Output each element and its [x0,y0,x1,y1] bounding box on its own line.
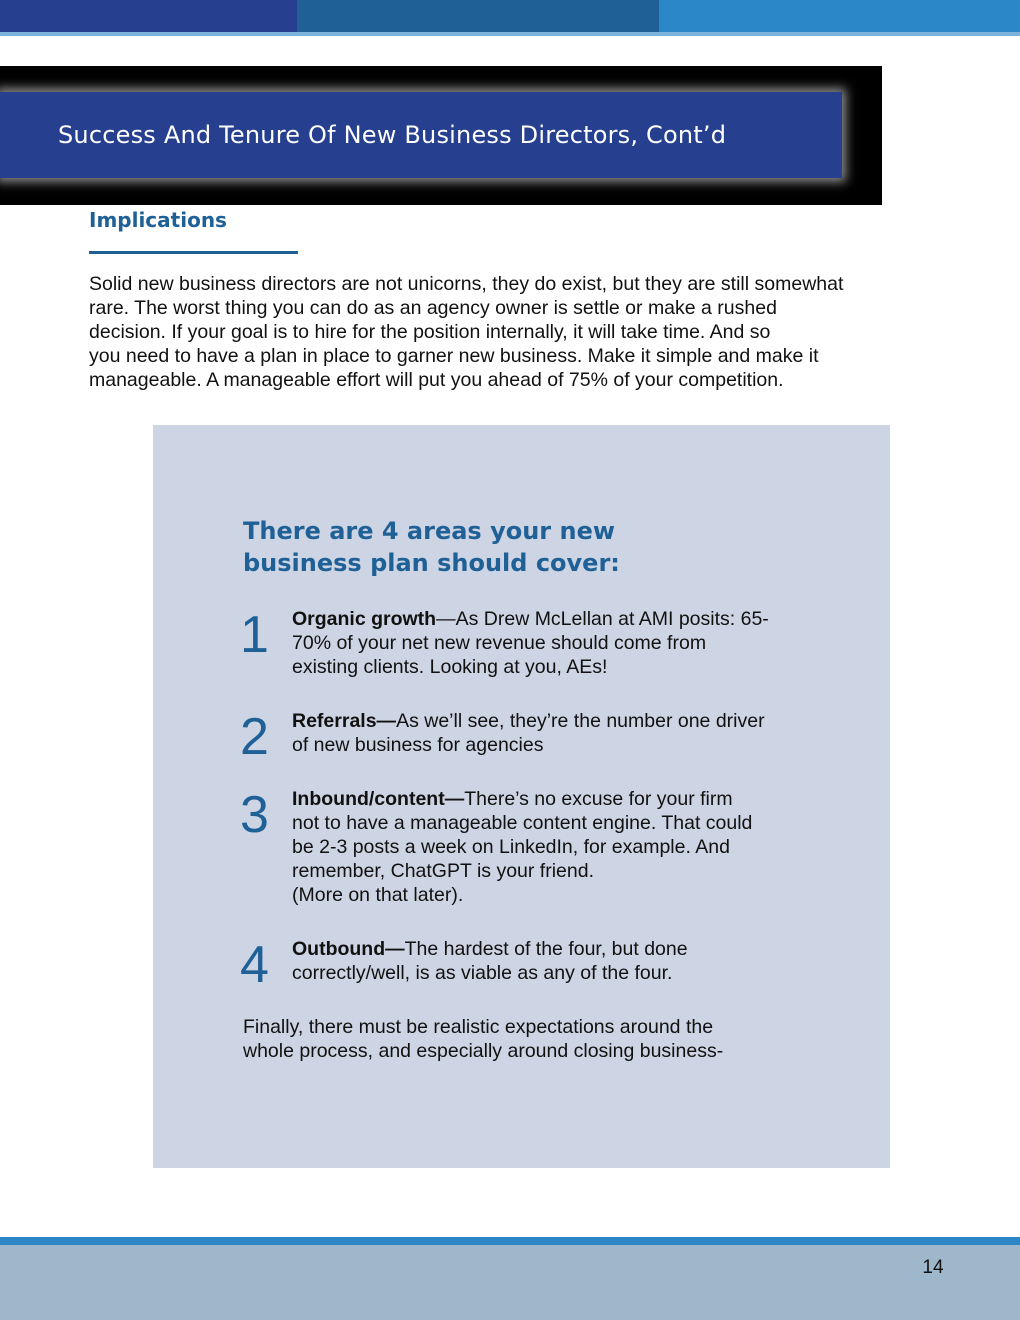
area-number: 1 [240,606,269,664]
top-bar-mid-segment [297,0,659,32]
closing-line: Finally, there must be realistic expectations around the [243,1016,714,1038]
page-title: Success And Tenure Of New Business Directors, Cont’d [58,121,727,149]
implications-line: you need to have a plan in place to garner new business. Make it simple and make it [89,345,819,367]
area-label: Organic growth [292,608,437,630]
area-text-line: 70% of your net new revenue should come from [292,632,707,654]
area-text-line: As we’ll see, they’re the number one driver [396,710,765,732]
area-text-line: —As Drew McLellan at AMI posits: 65- [436,608,769,630]
area-number: 4 [240,936,269,994]
area-text-line: The hardest of the four, but done [404,938,688,960]
callout-heading [243,515,663,579]
implications-line: Solid new business directors are not unicorns, they do exist, but they are still somewhat [89,273,844,295]
implications-line: rare. The worst thing you can do as an agency owner is settle or make a rushed [89,297,777,319]
area-label: Outbound— [292,938,405,960]
area-text-line: existing clients. Looking at you, AEs! [292,656,608,678]
implications-line: manageable. A manageable effort will put you ahead of 75% of your competition. [89,369,784,391]
page-number: 14 [922,1257,944,1278]
top-color-bar [0,0,1020,36]
closing-line: whole process, and especially around closing business- [243,1040,724,1062]
area-label: Referrals— [292,710,397,732]
top-bar-underline [0,32,1020,36]
footer-accent-line [0,1237,1020,1245]
footer-band [0,1245,1020,1320]
callout-heading-line: business plan should cover: [243,549,620,577]
area-description [292,937,812,985]
area-text-line: correctly/well, is as viable as any of the four. [292,962,673,984]
top-bar-light-segment [659,0,1020,32]
implications-heading: Implications [89,208,227,232]
area-number: 2 [240,708,269,766]
title-banner [0,92,842,178]
area-label: Inbound/content— [292,788,465,810]
area-number: 3 [240,786,269,844]
area-text-line: remember, ChatGPT is your friend. [292,860,595,882]
area-description [292,607,812,679]
area-text-line: of new business for agencies [292,734,544,756]
top-bar-navy-segment [0,0,297,32]
closing-paragraph [243,1015,803,1063]
area-text-line: not to have a manageable content engine. That could [292,812,753,834]
callout-heading-line: There are 4 areas your new [243,517,616,545]
implications-line: decision. If your goal is to hire for the position internally, it will take time. And so [89,321,771,343]
area-text-line: There’s no excuse for your firm [464,788,733,810]
implications-underline [89,251,298,254]
implications-paragraph [89,272,919,392]
area-text-line: (More on that later). [292,884,464,906]
area-description [292,787,812,907]
area-description [292,709,812,757]
area-text-line: be 2-3 posts a week on LinkedIn, for example. And [292,836,730,858]
